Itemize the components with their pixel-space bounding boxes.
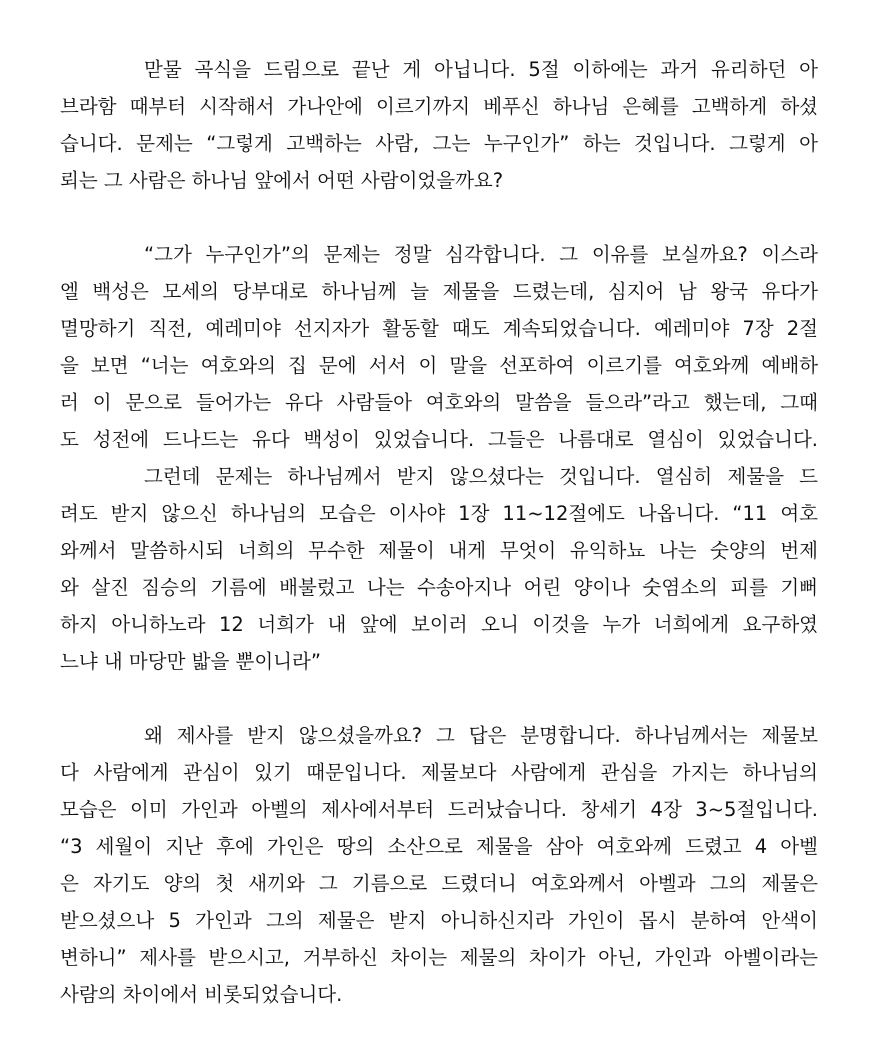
text-line: 은 자기도 양의 첫 새끼와 그 기름으로 드렸더니 여호와께서 아벨과 그의 제물은 (60, 872, 818, 895)
text-line: 그런데 문제는 하나님께서 받지 않으셨다는 것입니다. 열심히 제물을 드 (144, 465, 818, 488)
text-line: 브라함 때부터 시작해서 가나안에 이르기까지 베푸신 하나님 은혜를 고백하게 하셨 (60, 95, 818, 118)
text-line: 사람의 차이에서 비롯되었습니다. (60, 983, 343, 1006)
text-line: “그가 누구인가”의 문제는 정말 심각합니다. 그 이유를 보실까요? 이스라 (144, 243, 818, 266)
text-line: 도 성전에 드나드는 유다 백성이 있었습니다. 그들은 나름대로 열심이 있었습니다. (60, 428, 818, 451)
text-line: 려도 받지 않으신 하나님의 모습은 이사야 1장 11~12절에도 나옵니다. “11 여호 (60, 502, 818, 525)
text-line: 하지 아니하노라 12 너희가 내 앞에 보이러 오니 이것을 누가 너희에게 요구하였 (60, 613, 818, 636)
text-line: 받으셨으나 5 가인과 그의 제물은 받지 아니하신지라 가인이 몹시 분하여 안색이 (60, 909, 818, 932)
text-line: 멸망하기 직전, 예레미야 선지자가 활동할 때도 계속되었습니다. 예레미야 7장 2절 (60, 317, 818, 340)
text-line: 왜 제사를 받지 않으셨을까요? 그 답은 분명합니다. 하나님께서는 제물보 (144, 724, 818, 747)
text-line: 습니다. 문제는 “그렇게 고백하는 사람, 그는 누구인가” 하는 것입니다. 그렇게 아 (60, 132, 818, 155)
text-line: “3 세월이 지난 후에 가인은 땅의 소산으로 제물을 삼아 여호와께 드렸고 4 아벨 (60, 835, 818, 858)
text-line: 와께서 말씀하시되 너희의 무수한 제물이 내게 무엇이 유익하뇨 나는 숫양의 번제 (60, 539, 818, 562)
text-line: 뢰는 그 사람은 하나님 앞에서 어떤 사람이었을까요? (60, 169, 504, 192)
text-line: 맏물 곡식을 드림으로 끝난 게 아닙니다. 5절 이하에는 과거 유리하던 아 (144, 58, 818, 81)
text-line: 을 보면 “너는 여호와의 집 문에 서서 이 말을 선포하여 이르기를 여호와께 예배하 (60, 354, 818, 377)
text-line: 느냐 내 마당만 밟을 뿐이니라” (60, 650, 321, 673)
text-line: 엘 백성은 모세의 당부대로 하나님께 늘 제물을 드렸는데, 심지어 남 왕국 유다가 (60, 280, 818, 303)
text-line: 러 이 문으로 들어가는 유다 사람들아 여호와의 말씀을 들으라”라고 했는데, 그때 (60, 391, 818, 414)
text-line: 변하니” 제사를 받으시고, 거부하신 차이는 제물의 차이가 아닌, 가인과 아벨이라는 (60, 946, 818, 969)
text-line: 모습은 이미 가인과 아벨의 제사에서부터 드러났습니다. 창세기 4장 3~5절입니다. (60, 798, 818, 821)
text-line: 와 살진 짐승의 기름에 배불렀고 나는 수송아지나 어린 양이나 숫염소의 피를 기뻐 (60, 576, 818, 599)
text-line: 다 사람에게 관심이 있기 때문입니다. 제물보다 사람에게 관심을 가지는 하나님의 (60, 761, 818, 784)
